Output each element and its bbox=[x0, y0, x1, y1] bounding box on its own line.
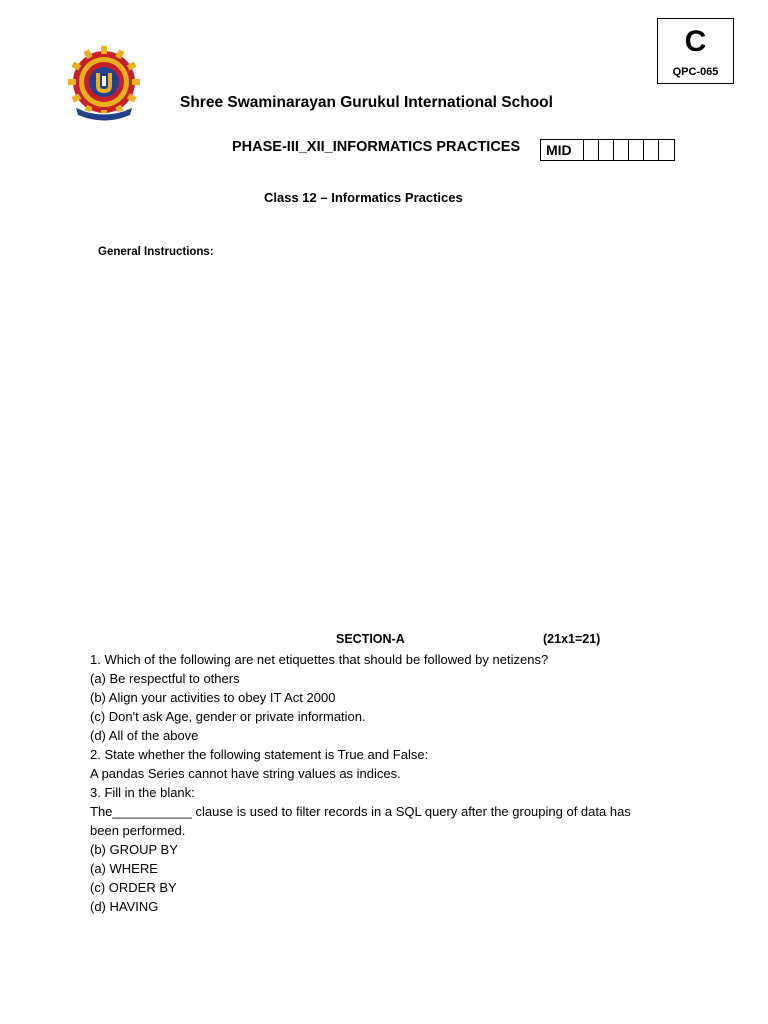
question-line: 2. State whether the following statement is True and False: bbox=[90, 747, 429, 762]
mid-cell bbox=[629, 140, 644, 160]
question-line: (b) Align your activities to obey IT Act 2000 bbox=[90, 690, 336, 705]
section-title: SECTION-A bbox=[336, 632, 405, 646]
questions-block bbox=[90, 650, 690, 916]
mid-cell bbox=[584, 140, 599, 160]
set-letter: C bbox=[684, 25, 707, 58]
general-instructions-heading: General Instructions: bbox=[98, 246, 214, 258]
question-line: (b) GROUP BY bbox=[90, 842, 178, 857]
mid-cell bbox=[599, 140, 614, 160]
mid-box-row bbox=[540, 139, 675, 161]
section-marks: (21x1=21) bbox=[543, 632, 601, 646]
paper-title: PHASE-III_XII_INFORMATICS PRACTICES bbox=[232, 139, 521, 155]
question-line: been performed. bbox=[90, 823, 186, 838]
question-line: (d) All of the above bbox=[90, 728, 199, 743]
question-line: (d) HAVING bbox=[90, 899, 159, 914]
question-line: (a) WHERE bbox=[90, 861, 158, 876]
mid-cell bbox=[659, 140, 674, 160]
question-line: The___________ clause is used to filter records in a SQL query after the grouping of data has bbox=[90, 804, 631, 819]
school-crest-icon bbox=[66, 42, 142, 122]
mid-cell bbox=[644, 140, 659, 160]
paper-set-box bbox=[657, 18, 734, 84]
question-line: (a) Be respectful to others bbox=[90, 671, 240, 686]
question-line: (c) ORDER BY bbox=[90, 880, 177, 895]
question-line: 1. Which of the following are net etiquettes that should be followed by netizens? bbox=[90, 652, 549, 667]
question-line: 3. Fill in the blank: bbox=[90, 785, 195, 800]
mid-label: MID bbox=[541, 140, 584, 160]
mid-cell bbox=[614, 140, 629, 160]
question-line: (c) Don't ask Age, gender or private information. bbox=[90, 709, 366, 724]
class-line: Class 12 – Informatics Practices bbox=[264, 190, 463, 205]
school-name: Shree Swaminarayan Gurukul International School bbox=[180, 94, 553, 111]
set-code: QPC-065 bbox=[672, 66, 719, 78]
question-line: A pandas Series cannot have string values as indices. bbox=[90, 766, 401, 781]
